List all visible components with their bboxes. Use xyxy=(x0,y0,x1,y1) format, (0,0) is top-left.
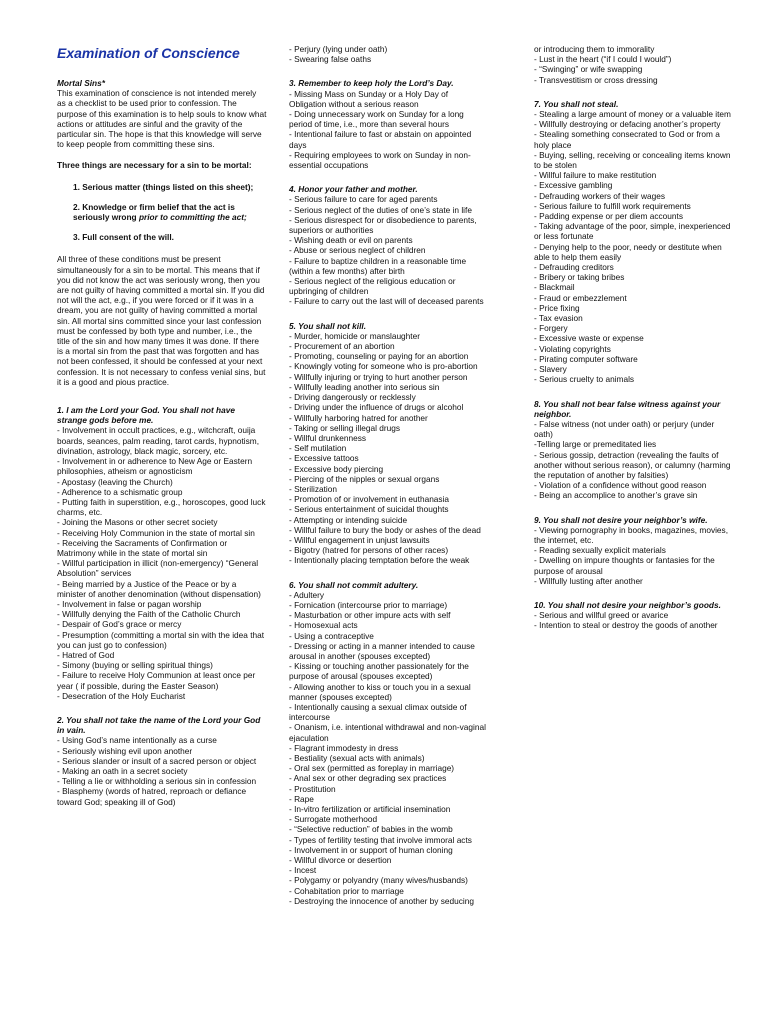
intro-subhead: Mortal Sins* xyxy=(57,78,105,88)
sin-list-item: - Swearing false oaths xyxy=(289,54,372,65)
sin-list-item: - Doing unnecessary work on Sunday for a long period of time, i.e., more than several hours xyxy=(289,109,464,130)
sin-list-item: - Serious slander or insult of a sacred person or object xyxy=(57,755,257,766)
sin-list-item: - Violation of a confidence without good reason xyxy=(534,480,707,491)
sin-list-item: - Intentionally causing a sexual climax outside of intercourse xyxy=(289,701,467,723)
sin-list-item: - Oral sex (permitted as foreplay in marriage) xyxy=(289,763,455,774)
sin-list-item: - Slavery xyxy=(534,364,567,375)
sin-list-item: - Violating copyrights xyxy=(534,343,611,354)
sin-list-item: - Receiving Holy Communion in the state of mortal sin xyxy=(57,527,255,538)
conditions-paragraph: All three of these conditions must be present simultaneously for a sin to be mortal. This means that if you did not know the act was seriously wrong, then you are not guilty of having committed a mortal sin. If you did not will the act, e.g., if you were forced or if it was in a dream, you are not guilty of having committed a mortal sin. All mortal sins committed since your last confession must be confessed by both type and number, i.e., the title of the sin and how many times it was done. If there is a mortal sin from the past that was forgotten and has not been confessed, it should be confessed at your next confession. It is not necessary to confess venial sins, but it is a good and pious practice. xyxy=(57,254,266,387)
sin-list-item: - Wishing death or evil on parents xyxy=(289,235,413,246)
sin-list-item: - Willful divorce or desertion xyxy=(289,855,392,866)
commandment-4-section xyxy=(289,184,487,306)
sin-list-item: - Failure to carry out the last will of deceased parents xyxy=(289,296,484,307)
sin-list-item: - Masturbation or other impure acts with self xyxy=(289,610,451,621)
commandment-7-section xyxy=(534,99,734,385)
sin-list-item: - Joining the Masons or other secret society xyxy=(57,517,218,528)
commandment-6-section xyxy=(289,580,487,907)
sin-list-item: - Serious cruelty to animals xyxy=(534,374,635,385)
sin-list-item: - “Selective reduction” of babies in the womb xyxy=(289,824,453,835)
sin-list-item: - Incest xyxy=(289,865,317,876)
sin-list-item: - Piercing of the nipples or sexual organs xyxy=(289,473,440,484)
sin-list-item: - Apostasy (leaving the Church) xyxy=(57,476,173,487)
sin-list-item: -Telling large or premeditated lies xyxy=(534,439,657,450)
sin-list-item: - Onanism, i.e. intentional withdrawal and non-vaginal ejaculation xyxy=(289,722,486,743)
condition-item-2-text: 2. Knowledge or firm belief that the act is seriously wrong xyxy=(73,201,235,223)
sin-list-item: - Self mutilation xyxy=(289,443,347,454)
sin-list-item: - Bribery or taking bribes xyxy=(534,272,625,283)
sin-list-item: - Reading sexually explicit materials xyxy=(534,545,666,556)
sin-list-item: - Price fixing xyxy=(534,302,580,313)
sin-list-item: - Despair of God’s grace or mercy xyxy=(57,619,182,630)
sin-list-item: - Pirating computer software xyxy=(534,353,638,364)
sin-list-item: - Viewing pornography in books, magazines, movies, the internet, etc. xyxy=(534,524,729,545)
sin-list-item: - Driving dangerously or recklessly xyxy=(289,392,416,403)
sin-list-item: - Serious failure to fulfill work requirements xyxy=(534,200,691,211)
sin-list-item: - Procurement of an abortion xyxy=(289,341,395,352)
sin-list-item: - Presumption (committing a mortal sin with the idea that you can just go to confession) xyxy=(57,629,265,650)
commandment-heading: 7. You shall not steal. xyxy=(534,98,619,109)
commandment-2-continued xyxy=(289,44,487,64)
sin-list-item: - Defrauding workers of their wages xyxy=(534,190,665,201)
sin-list-item: - Sterilization xyxy=(289,483,337,494)
sin-list-item: - Bigotry (hatred for persons of other races) xyxy=(289,545,449,556)
sin-list-item: - Prostitution xyxy=(289,783,336,794)
sin-list-item: - Stealing something consecrated to God or from a holy place xyxy=(534,129,720,150)
sin-list-item: - Allowing another to kiss or touch you in a sexual manner (spouses excepted) xyxy=(289,681,471,702)
commandment-heading: 8. You shall not bear false witness against your neighbor. xyxy=(534,398,721,419)
sin-list-item: - Perjury (lying under oath) xyxy=(289,44,388,54)
sin-list-item: - Defrauding creditors xyxy=(534,262,614,273)
sin-list-item: - Serious failure to care for aged parents xyxy=(289,194,438,205)
sin-list-item: - Padding expense or per diem accounts xyxy=(534,211,683,222)
sin-list-item: - Missing Mass on Sunday or a Holy Day of Obligation without a serious reason xyxy=(289,88,449,109)
sin-list-item: - Serious neglect of the duties of one’s state in life xyxy=(289,204,472,215)
condition-item-3: 3. Full consent of the will. xyxy=(73,232,174,243)
commandment-5-section xyxy=(289,321,487,566)
intro-paragraph xyxy=(57,78,267,149)
sin-list-item: - Involvement in false or pagan worship xyxy=(57,598,202,609)
sin-list-item: - Willfully harboring hatred for another xyxy=(289,412,428,423)
sin-list-item: - Willfully leading another into serious sin xyxy=(289,381,440,392)
sin-list-item: - Willfully destroying or defacing another’s property xyxy=(534,119,721,130)
sin-list-item: - Flagrant immodesty in dress xyxy=(289,742,399,753)
sin-list-item: - Willfully denying the Faith of the Catholic Church xyxy=(57,609,241,620)
sin-list-item: - Putting faith in superstition, e.g., horoscopes, good luck charms, etc. xyxy=(57,496,266,518)
commandment-9-section xyxy=(534,515,734,586)
sin-list-item: - Dwelling on impure thoughts or fantasies for the purpose of arousal xyxy=(534,555,715,576)
commandment-1-section xyxy=(57,405,267,701)
commandment-heading: 3. Remember to keep holy the Lord’s Day. xyxy=(289,78,454,89)
sin-list-item: - Failure to baptize children in a reasonable time (within a few months) after birth xyxy=(289,255,467,276)
sin-list-item: - Abuse or serious neglect of children xyxy=(289,245,426,256)
sin-list-item: - Telling a lie or withholding a serious sin in confession xyxy=(57,776,257,787)
sin-list-item: - Excessive tattoos xyxy=(289,453,359,464)
sin-list-item: - Making an oath in a secret society xyxy=(57,765,188,776)
intro-text: This examination of conscience is not intended merely as a checklist to be used prior to confession. The purpose of this examination is to help souls to know what actions or attitudes are sinful and the gravity of the particular sin. The hope is that this knowledge will serve to keep people from committing these sins. xyxy=(57,88,267,150)
commandment-heading: 10. You shall not desire your neighbor’s goods. xyxy=(534,599,721,610)
sin-list-item: - Murder, homicide or manslaughter xyxy=(289,330,420,341)
sin-list-item: or introducing them to immorality xyxy=(534,44,655,54)
column-3 xyxy=(534,44,734,645)
sin-list-item: - Anal sex or other degrading sex practices xyxy=(289,773,447,784)
column-1 xyxy=(57,44,267,821)
sin-list-item: - Willful failure to make restitution xyxy=(534,170,657,181)
sin-list-item: - Promoting, counseling or paying for an abortion xyxy=(289,351,469,362)
sin-list-item: - Seriously wishing evil upon another xyxy=(57,745,193,756)
commandment-heading: 1. I am the Lord your God. You shall not have strange gods before me. xyxy=(57,405,235,426)
sin-list-item: - Willful participation in illicit (non-emergency) “General Absolution” services xyxy=(57,558,259,579)
sin-list-item: - Stealing a large amount of money or a valuable item xyxy=(534,109,731,120)
sin-list-item: - Kissing or touching another passionately for the purpose of arousal (spouses excepted) xyxy=(289,661,469,682)
sin-list-item: - Hatred of God xyxy=(57,649,115,660)
sin-list-item: - Intentionally placing temptation before the weak xyxy=(289,555,470,566)
three-things-heading: Three things are necessary for a sin to be mortal: xyxy=(57,160,252,171)
commandment-heading: 4. Honor your father and mother. xyxy=(289,184,418,195)
sin-list-item: - Serious and willful greed or avarice xyxy=(534,610,669,621)
sin-list-item: - Being an accomplice to another’s grave sin xyxy=(534,490,698,501)
sin-list-item: - Surrogate motherhood xyxy=(289,814,378,825)
sin-list-item: - Willful failure to bury the body or ashes of the dead xyxy=(289,524,481,535)
sin-list-item: - Attempting or intending suicide xyxy=(289,514,408,525)
page-title: Examination of Conscience xyxy=(57,45,240,61)
sin-list-item: - Serious entertainment of suicidal thoughts xyxy=(289,504,449,515)
sin-list-item: - Involvement in occult practices, e.g., witchcraft, ouija boards, seances, palm reading, tarot cards, hypnotism, divination, astrology, black magic, sorcery, etc. xyxy=(57,425,259,456)
sin-list-item: - In-vitro fertilization or artificial insemination xyxy=(289,804,451,815)
sin-list-item: - Excessive waste or expense xyxy=(534,333,644,344)
commandment-heading: 5. You shall not kill. xyxy=(289,320,366,331)
sin-list-item: - Serious gossip, detraction (revealing the faults of another without serious reason), or calumny (harming the reputation of another by falsities) xyxy=(534,449,731,480)
sin-list-item: - Excessive gambling xyxy=(534,180,613,191)
sin-list-item: - Desecration of the Holy Eucharist xyxy=(57,690,186,701)
commandment-10-section xyxy=(534,600,734,631)
commandment-heading: 6. You shall not commit adultery. xyxy=(289,579,419,590)
sin-list-item: - Dressing or acting in a manner intended to cause arousal in another (spouses excepted) xyxy=(289,640,475,661)
sin-list-item: - Transvestitism or cross dressing xyxy=(534,74,658,85)
sin-list-item: - Forgery xyxy=(534,323,568,334)
sin-list-item: - Willful engagement in unjust lawsuits xyxy=(289,534,430,545)
sin-list-item: - Buying, selling, receiving or concealing items known to be stolen xyxy=(534,149,731,171)
sin-list-item: - Fornication (intercourse prior to marriage) xyxy=(289,599,448,610)
condition-item-2 xyxy=(73,202,267,222)
sin-list-item: - Cohabitation prior to marriage xyxy=(289,885,404,896)
sin-list-item: - Intentional failure to fast or abstain on appointed days xyxy=(289,129,472,150)
sin-list-item: - Types of fertility testing that involve immoral acts xyxy=(289,834,472,845)
sin-list-item: - Promotion of or involvement in euthanasia xyxy=(289,494,450,505)
sin-list-item: - Failure to receive Holy Communion at least once per year ( if possible, during the Easter Season) xyxy=(57,670,256,691)
commandment-6-continued xyxy=(534,44,734,85)
sin-list-item: - Adherence to a schismatic group xyxy=(57,486,183,497)
column-2 xyxy=(289,44,487,920)
sin-list-item: - Driving under the influence of drugs or alcohol xyxy=(289,402,464,413)
sin-list-item: - Using God’s name intentionally as a curse xyxy=(57,735,217,746)
condition-item-2-italic: prior to committing the act; xyxy=(138,212,247,223)
sin-list-item: - Blasphemy (words of hatred, reproach or defiance toward God; speaking ill of God) xyxy=(57,786,247,807)
sin-list-item: - Tax evasion xyxy=(534,313,583,324)
sin-list-item: - Bestiality (sexual acts with animals) xyxy=(289,753,425,763)
sin-list-item: - Being married by a Justice of the Peace or by a minister of another denomination (without dispensation) xyxy=(57,578,261,599)
sin-list-item: - Destroying the innocence of another by seducing xyxy=(289,895,474,906)
sin-list-item: - Using a contraceptive xyxy=(289,630,374,641)
sin-list-item: - Serious neglect of the religious education or upbringing of children xyxy=(289,276,456,297)
sin-list-item: - Taking or selling illegal drugs xyxy=(289,422,400,433)
commandment-heading: 9. You shall not desire your neighbor’s wife. xyxy=(534,514,708,525)
sin-list-item: - Willful drunkenness xyxy=(289,432,367,443)
sin-list-item: - “Swinging” or wife swapping xyxy=(534,64,643,75)
sin-list-item: - Homosexual acts xyxy=(289,620,358,631)
sin-list-item: - Blackmail xyxy=(534,282,575,293)
sin-list-item: - Lust in the heart (“if I could I would”) xyxy=(534,54,672,65)
sin-list-item: - Involvement in or adherence to New Age or Eastern philosophies, atheism or agnosticism xyxy=(57,456,253,477)
sin-list-item: - Taking advantage of the poor, simple, inexperienced or less fortunate xyxy=(534,221,731,242)
sin-list-item: - Excessive body piercing xyxy=(289,463,384,474)
commandment-3-section xyxy=(289,78,487,170)
sin-list-item: - Polygamy or polyandry (many wives/husbands) xyxy=(289,875,468,886)
sin-list-item: - Willfully lusting after another xyxy=(534,575,643,586)
sin-list-item: - Intention to steal or destroy the goods of another xyxy=(534,620,718,631)
sin-list-item: - Requiring employees to work on Sunday in non-essential occupations xyxy=(289,149,471,171)
commandment-8-section xyxy=(534,399,734,501)
condition-item-1: 1. Serious matter (things listed on this sheet); xyxy=(73,181,254,192)
sin-list-item: - Knowingly voting for someone who is pro-abortion xyxy=(289,361,478,372)
sin-list-item: - False witness (not under oath) or perjury (under oath) xyxy=(534,418,715,440)
sin-list-item: - Rape xyxy=(289,793,314,804)
sin-list-item: - Receiving the Sacraments of Confirmation or Matrimony while in the state of mortal sin xyxy=(57,537,228,558)
sin-list-item: - Involvement in or support of human cloning xyxy=(289,844,453,855)
commandment-2-section xyxy=(57,715,267,807)
sin-list-item: - Denying help to the poor, needy or destitute when able to help them easily xyxy=(534,241,722,262)
sin-list-item: - Simony (buying or selling spiritual things) xyxy=(57,660,213,671)
sin-list-item: - Fraud or embezzlement xyxy=(534,292,627,303)
sin-list-item: - Serious disrespect for or disobedience to parents, superiors or authorities xyxy=(289,214,477,236)
sin-list-item: - Willfully injuring or trying to hurt another person xyxy=(289,371,468,382)
commandment-heading: 2. You shall not take the name of the Lord your God in vain. xyxy=(57,714,261,736)
sin-list-item: - Adultery xyxy=(289,589,325,600)
